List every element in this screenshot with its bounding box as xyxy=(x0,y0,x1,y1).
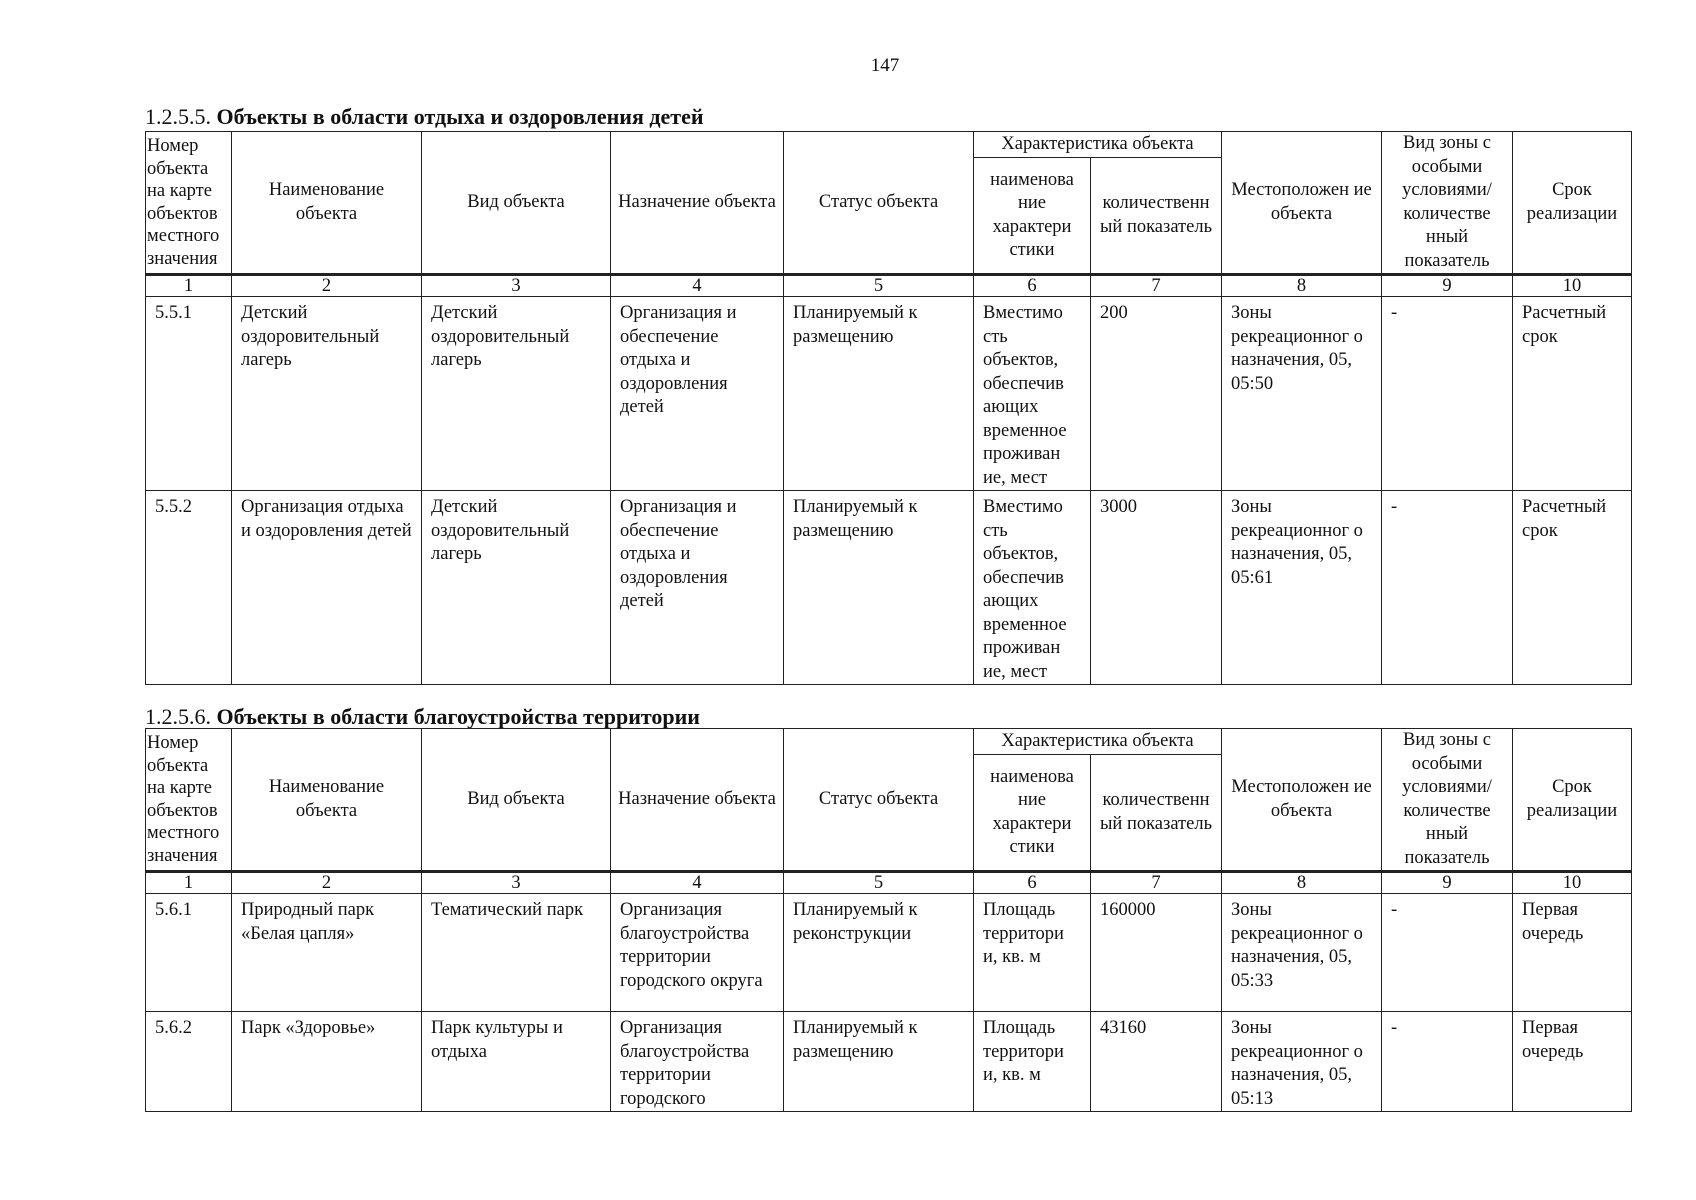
cell-term: Расчетный срок xyxy=(1513,491,1632,685)
cell-location: Зоны рекреационног о назначения, 05, 05:33 xyxy=(1222,894,1382,1012)
header-status: Статус объекта xyxy=(784,729,974,872)
cell-term: Первая очередь xyxy=(1513,1012,1632,1112)
cell-type: Детский оздоровительный лагерь xyxy=(422,491,611,685)
header-map-number: Номер объекта на карте объектов местного значения xyxy=(146,729,232,872)
header-location: Местоположен ие объекта xyxy=(1222,132,1382,275)
cell-status: Планируемый к реконструкции xyxy=(784,894,974,1012)
table-row xyxy=(146,491,1632,685)
cell-location: Зоны рекреационног о назначения, 05, 05:13 xyxy=(1222,1012,1382,1112)
column-number: 2 xyxy=(232,872,422,894)
cell-status: Планируемый к размещению xyxy=(784,1012,974,1112)
cell-name: Природный парк «Белая цапля» xyxy=(232,894,422,1012)
cell-char-name: Площадь территори и, кв. м xyxy=(974,894,1091,1012)
cell-purpose: Организация и обеспечение отдыха и оздоровления детей xyxy=(611,297,784,491)
header-status: Статус объекта xyxy=(784,132,974,275)
column-number: 8 xyxy=(1222,872,1382,894)
cell-map-number: 5.6.1 xyxy=(146,894,232,1012)
header-char-name: наименова ние характери стики xyxy=(974,755,1091,872)
table-row xyxy=(146,297,1632,491)
column-number: 5 xyxy=(784,275,974,297)
section-title: Объекты в области благоустройства территории xyxy=(216,704,700,729)
column-number: 10 xyxy=(1513,275,1632,297)
header-type: Вид объекта xyxy=(422,729,611,872)
column-number: 3 xyxy=(422,872,611,894)
cell-status: Планируемый к размещению xyxy=(784,491,974,685)
section-number: 1.2.5.5. xyxy=(145,104,211,129)
section-heading xyxy=(145,704,700,730)
column-number: 9 xyxy=(1382,872,1513,894)
column-number: 6 xyxy=(974,275,1091,297)
cell-map-number: 5.5.2 xyxy=(146,491,232,685)
column-number: 4 xyxy=(611,872,784,894)
column-number: 7 xyxy=(1091,872,1222,894)
header-location: Местоположен ие объекта xyxy=(1222,729,1382,872)
header-characteristics: Характеристика объекта xyxy=(974,132,1222,158)
header-term: Срок реализации xyxy=(1513,132,1632,275)
cell-type: Парк культуры и отдыха xyxy=(422,1012,611,1112)
cell-name: Парк «Здоровье» xyxy=(232,1012,422,1112)
cell-zone: - xyxy=(1382,894,1513,1012)
cell-char-value: 160000 xyxy=(1091,894,1222,1012)
header-char-value: количественн ый показатель xyxy=(1091,158,1222,275)
column-number: 7 xyxy=(1091,275,1222,297)
objects-table xyxy=(145,728,1632,1112)
cell-location: Зоны рекреационног о назначения, 05, 05:61 xyxy=(1222,491,1382,685)
section-title: Объекты в области отдыха и оздоровления детей xyxy=(216,104,704,129)
header-name: Наименование объекта xyxy=(232,729,422,872)
cell-char-name: Вместимо сть объектов, обеспечив ающих временное проживан ие, мест xyxy=(974,491,1091,685)
cell-term: Расчетный срок xyxy=(1513,297,1632,491)
table-row xyxy=(146,894,1632,1012)
cell-char-value: 200 xyxy=(1091,297,1222,491)
cell-zone: - xyxy=(1382,1012,1513,1112)
header-zone: Вид зоны с особыми условиями/ количестве нный показатель xyxy=(1382,729,1513,872)
section-heading xyxy=(145,104,704,130)
section-number: 1.2.5.6. xyxy=(145,704,211,729)
header-term: Срок реализации xyxy=(1513,729,1632,872)
header-type: Вид объекта xyxy=(422,132,611,275)
column-number: 8 xyxy=(1222,275,1382,297)
column-number: 1 xyxy=(146,275,232,297)
cell-name: Организация отдыха и оздоровления детей xyxy=(232,491,422,685)
column-number: 2 xyxy=(232,275,422,297)
cell-status: Планируемый к размещению xyxy=(784,297,974,491)
cell-type: Детский оздоровительный лагерь xyxy=(422,297,611,491)
cell-name: Детский оздоровительный лагерь xyxy=(232,297,422,491)
cell-purpose: Организация благоустройства территории городского xyxy=(611,1012,784,1112)
cell-map-number: 5.6.2 xyxy=(146,1012,232,1112)
cell-location: Зоны рекреационног о назначения, 05, 05:50 xyxy=(1222,297,1382,491)
header-char-name: наименова ние характери стики xyxy=(974,158,1091,275)
cell-char-value: 43160 xyxy=(1091,1012,1222,1112)
cell-type: Тематический парк xyxy=(422,894,611,1012)
column-number: 10 xyxy=(1513,872,1632,894)
objects-table xyxy=(145,131,1632,685)
cell-char-value: 3000 xyxy=(1091,491,1222,685)
column-number: 4 xyxy=(611,275,784,297)
cell-zone: - xyxy=(1382,491,1513,685)
header-map-number: Номер объекта на карте объектов местного значения xyxy=(146,132,232,275)
table-row xyxy=(146,1012,1632,1112)
cell-zone: - xyxy=(1382,297,1513,491)
cell-purpose: Организация и обеспечение отдыха и оздоровления детей xyxy=(611,491,784,685)
column-number: 3 xyxy=(422,275,611,297)
cell-map-number: 5.5.1 xyxy=(146,297,232,491)
cell-purpose: Организация благоустройства территории городского округа xyxy=(611,894,784,1012)
column-number: 6 xyxy=(974,872,1091,894)
column-number: 1 xyxy=(146,872,232,894)
header-zone: Вид зоны с особыми условиями/ количестве нный показатель xyxy=(1382,132,1513,275)
header-char-value: количественн ый показатель xyxy=(1091,755,1222,872)
page-number: 147 xyxy=(870,55,900,76)
cell-term: Первая очередь xyxy=(1513,894,1632,1012)
column-number: 5 xyxy=(784,872,974,894)
header-purpose: Назначение объекта xyxy=(611,132,784,275)
header-characteristics: Характеристика объекта xyxy=(974,729,1222,755)
header-name: Наименование объекта xyxy=(232,132,422,275)
column-number: 9 xyxy=(1382,275,1513,297)
cell-char-name: Площадь территори и, кв. м xyxy=(974,1012,1091,1112)
cell-char-name: Вместимо сть объектов, обеспечив ающих временное проживан ие, мест xyxy=(974,297,1091,491)
header-purpose: Назначение объекта xyxy=(611,729,784,872)
